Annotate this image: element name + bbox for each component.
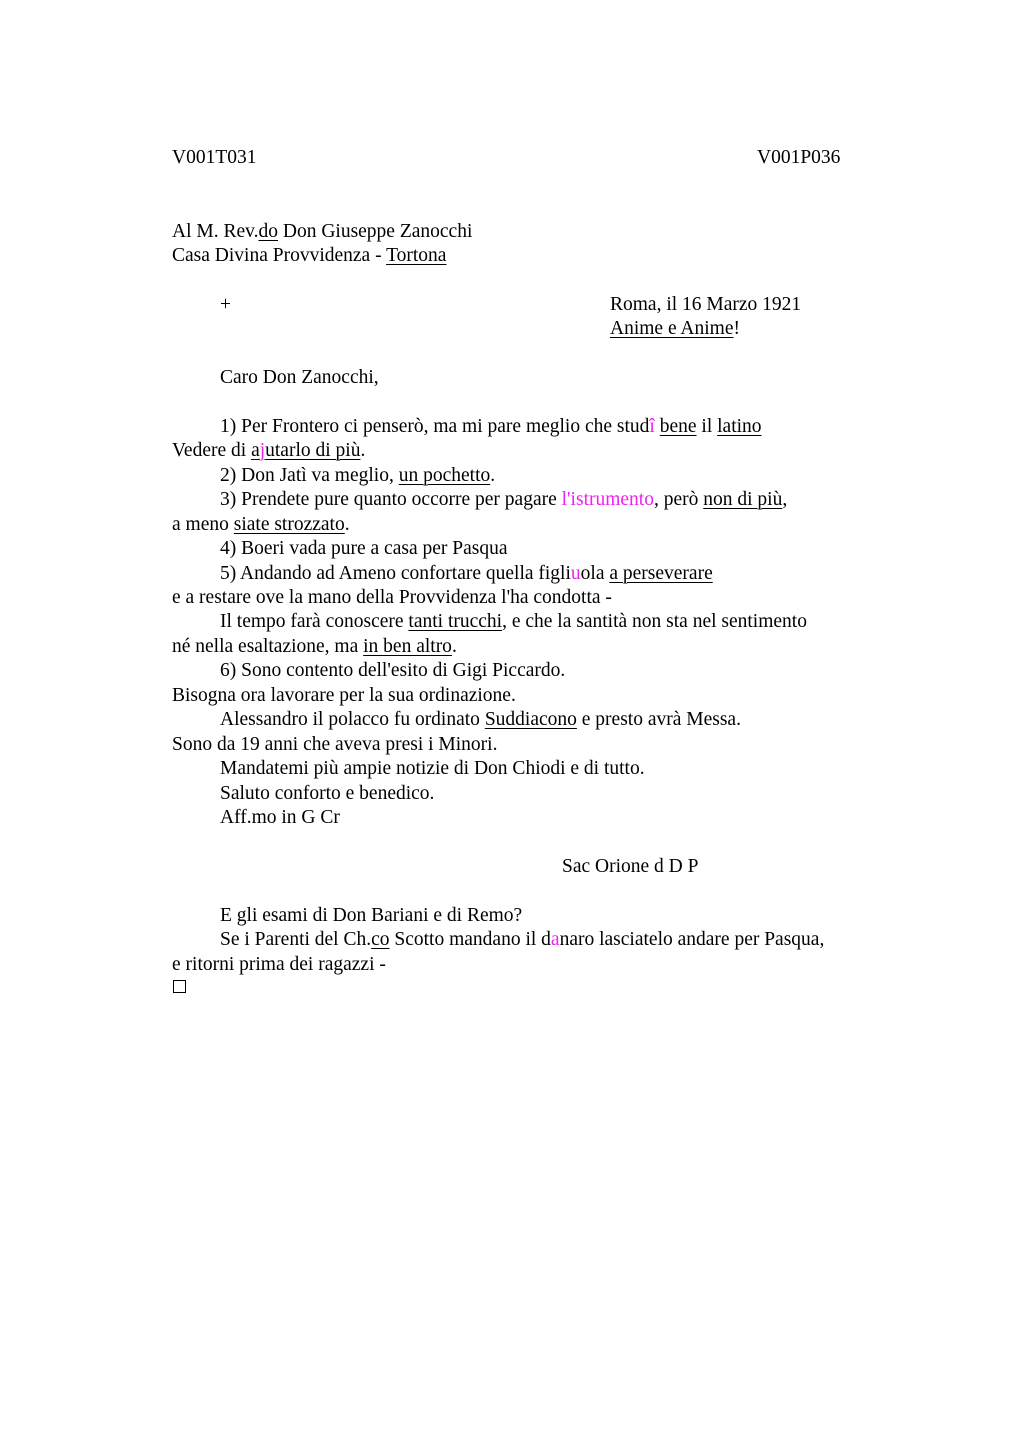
body-line: Sono da 19 anni che aveva presi i Minori. <box>172 734 498 755</box>
document-code-left: V001T031 <box>172 147 257 168</box>
body-line: 3) Prendete pure quanto occorre per pagare l'istrumento, però non di più, <box>220 489 788 510</box>
body-line: 1) Per Frontero ci penserò, ma mi pare meglio che studî bene il latino <box>220 416 762 437</box>
body-line: 6) Sono contento dell'esito di Gigi Piccardo. <box>220 660 566 681</box>
body-line: Vedere di ajutarlo di più. <box>172 440 366 461</box>
signature: Sac Orione d D P <box>562 856 699 877</box>
body-line: Bisogna ora lavorare per la sua ordinazione. <box>172 685 516 706</box>
body-line: Alessandro il polacco fu ordinato Suddiacono e presto avrà Messa. <box>220 709 741 730</box>
postscript-line: E gli esami di Don Bariani e di Remo? <box>220 905 523 926</box>
body-line: Mandatemi più ampie notizie di Don Chiodi e di tutto. <box>220 758 645 779</box>
cross-mark: + <box>220 294 231 315</box>
body-line: Saluto conforto e benedico. <box>220 783 435 804</box>
greeting: Caro Don Zanocchi, <box>220 367 379 388</box>
body-line: 2) Don Jatì va meglio, un pochetto. <box>220 465 496 486</box>
motto: Anime e Anime! <box>610 318 740 339</box>
closing: Aff.mo in G Cr <box>220 807 340 828</box>
postscript-line: e ritorni prima dei ragazzi - <box>172 954 386 975</box>
body-line: Il tempo farà conoscere tanti trucchi, e che la santità non sta nel sentimento <box>220 611 807 632</box>
empty-box-glyph <box>173 980 186 993</box>
body-line: e a restare ove la mano della Provvidenza l'ha condotta - <box>172 587 612 608</box>
body-line: né nella esaltazione, ma in ben altro. <box>172 636 457 657</box>
body-line: a meno siate strozzato. <box>172 514 350 535</box>
address-line-2: Casa Divina Provvidenza - Tortona <box>172 245 447 266</box>
document-code-right: V001P036 <box>757 147 841 168</box>
postscript-line: Se i Parenti del Ch.co Scotto mandano il danaro lasciatelo andare per Pasqua, <box>220 929 825 950</box>
body-line: 5) Andando ad Ameno confortare quella figliuola a perseverare <box>220 563 713 584</box>
place-date: Roma, il 16 Marzo 1921 <box>610 294 802 315</box>
address-line-1: Al M. Rev.do Don Giuseppe Zanocchi <box>172 221 473 242</box>
body-line: 4) Boeri vada pure a casa per Pasqua <box>220 538 508 559</box>
